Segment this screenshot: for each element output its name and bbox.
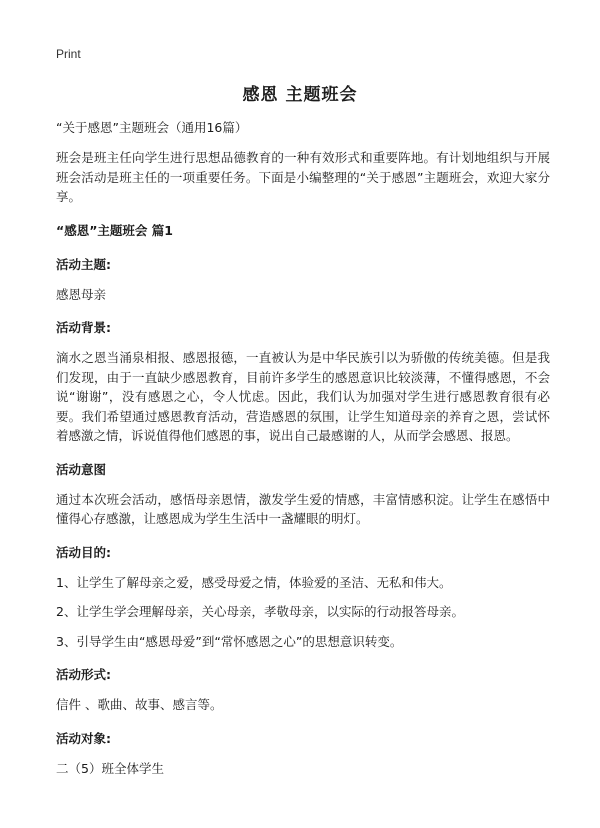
intent-text: 通过本次班会活动，感悟母亲恩情，激发学生爱的情感，丰富情感积淀。让学生在感悟中懂得心存感激，让感恩成为学生生活中一盏耀眼的明灯。 <box>56 491 550 526</box>
document-subtitle: “关于感恩”主题班会（通用16篇） <box>56 120 248 135</box>
theme-heading: 活动主题: <box>56 256 111 272</box>
form-text: 信件 、歌曲、故事、感言等。 <box>56 697 223 712</box>
form-heading: 活动形式: <box>56 667 111 682</box>
audience-text: 二（5）班全体学生 <box>56 760 164 776</box>
goal-item: 2、让学生学会理解母亲，关心母亲，孝敬母亲，以实际的行动报答母亲。 <box>56 604 464 619</box>
goal-heading: 活动目的: <box>56 544 111 560</box>
page-title: 感恩 主题班会 <box>242 85 358 105</box>
print-label[interactable]: Print <box>56 47 81 61</box>
goal-item: 3、引导学生由“感恩母爱”到“常怀感恩之心”的思想意识转变。 <box>56 633 403 649</box>
goal-item: 1、让学生了解母亲之爱，感受母爱之情，体验爱的圣洁、无私和伟大。 <box>56 574 452 590</box>
audience-heading: 活动对象: <box>56 730 111 746</box>
intro-paragraph: 班会是班主任向学生进行思想品德教育的一种有效形式和重要阵地。有计划地组织与开展班会活动是班主任的一项重要任务。下面是小编整理的“关于感恩”主题班会，欢迎大家分享。 <box>56 150 550 204</box>
intent-heading: 活动意图 <box>56 461 107 477</box>
background-heading: 活动背景: <box>56 320 111 335</box>
background-text: 滴水之恩当涌泉相报、感恩报德，一直被认为是中华民族引以为骄傲的传统美德。但是我们发现，由于一直缺少感恩教育，目前许多学生的感恩意识比较淡薄，不懂得感恩，不会说“谢谢”，没有感恩之心，令人忧虑。因此，我们认为加强对学生进行感恩教育很有必要。我们希望通过感恩教育活动，营造感恩的氛围，让学生知道母亲的养育之恩，尝试怀着感激之情，诉说值得他们感恩的事，说出自己最感谢的人，从而学会感恩、报恩。 <box>56 350 550 443</box>
document-body <box>56 118 550 788</box>
theme-text: 感恩母亲 <box>56 286 107 302</box>
section-title: “感恩”主题班会 篇1 <box>56 222 173 238</box>
